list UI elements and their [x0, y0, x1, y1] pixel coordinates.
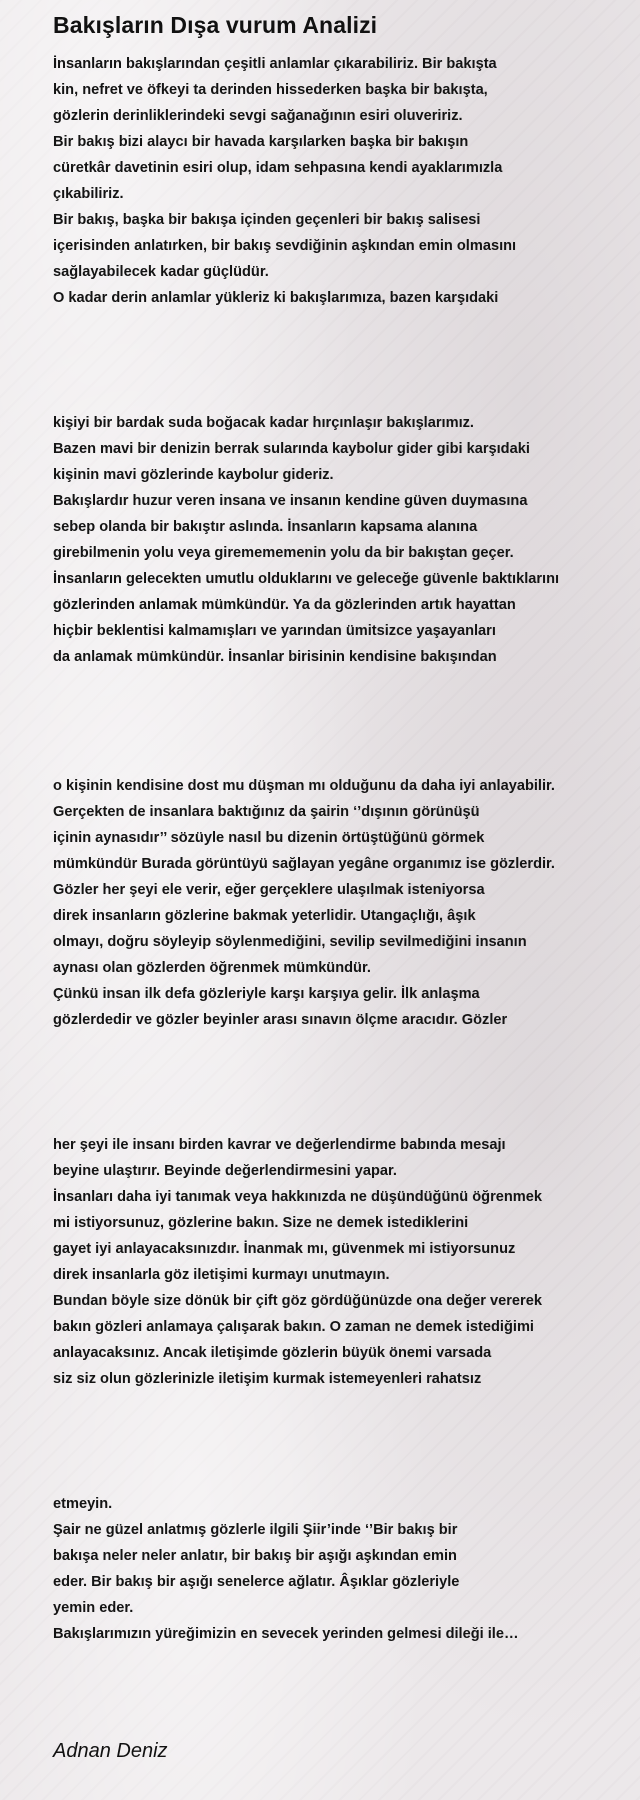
- text-line: çıkabiliriz.: [53, 186, 124, 202]
- paragraph-4: [53, 1132, 633, 1392]
- text-line: aynası olan gözlerden öğrenmek mümkündür.: [53, 960, 371, 976]
- text-line: kişiyi bir bardak suda boğacak kadar hırçınlaşır bakışlarımız.: [53, 415, 474, 431]
- text-line: sağlayabilecek kadar güçlüdür.: [53, 264, 269, 280]
- text-line: kin, nefret ve öfkeyi ta derinden hissederken başka bir bakışta,: [53, 82, 488, 98]
- text-line: Bir bakış, başka bir bakışa içinden geçenleri bir bakış salisesi: [53, 212, 481, 228]
- text-line: olmayı, doğru söyleyip söylenmediğini, sevilip sevilmediğini insanın: [53, 934, 527, 950]
- text-line: gayet iyi anlayacaksınızdır. İnanmak mı, güvenmek mi istiyorsunuz: [53, 1241, 516, 1257]
- text-line: bakın gözleri anlamaya çalışarak bakın. O zaman ne demek istediğimi: [53, 1319, 534, 1335]
- text-line: girebilmenin yolu veya giremememenin yolu da bir bakıştan geçer.: [53, 545, 514, 561]
- text-line: cüretkâr davetinin esiri olup, idam sehpasına kendi ayaklarımızla: [53, 160, 503, 176]
- text-line: içerisinden anlatırken, bir bakış sevdiğinin aşkından emin olmasını: [53, 238, 517, 254]
- text-line: direk insanlarla göz iletişimi kurmayı unutmayın.: [53, 1267, 390, 1283]
- text-line: direk insanların gözlerine bakmak yeterlidir. Utangaçlığı, âşık: [53, 908, 476, 924]
- text-line: mümkündür Burada görüntüyü sağlayan yegâne organımız ise gözlerdir.: [53, 856, 555, 872]
- text-line: kişinin mavi gözlerinde kaybolur gideriz.: [53, 467, 334, 483]
- text-line: Gözler her şeyi ele verir, eğer gerçeklere ulaşılmak isteniyorsa: [53, 882, 485, 898]
- text-line: Gerçekten de insanlara baktığınız da şairin ‘’dışının görünüşü: [53, 804, 480, 820]
- text-line: Bundan böyle size dönük bir çift göz gördüğünüzde ona değer vererek: [53, 1293, 542, 1309]
- text-line: gözlerinden anlamak mümkündür. Ya da gözlerinden artık hayattan: [53, 597, 516, 613]
- text-line: gözlerdedir ve gözler beyinler arası sınavın ölçme aracıdır. Gözler: [53, 1012, 508, 1028]
- text-line: yemin eder.: [53, 1600, 134, 1616]
- text-line: her şeyi ile insanı birden kavrar ve değerlendirme babında mesajı: [53, 1137, 506, 1153]
- text-line: Çünkü insan ilk defa gözleriyle karşı karşıya gelir. İlk anlaşma: [53, 986, 480, 1002]
- text-line: gözlerin derinliklerindeki sevgi sağanağının esiri oluveririz.: [53, 108, 463, 124]
- text-line: beyine ulaştırır. Beyinde değerlendirmesini yapar.: [53, 1163, 397, 1179]
- text-line: İnsanların bakışlarından çeşitli anlamlar çıkarabiliriz. Bir bakışta: [53, 56, 497, 72]
- text-line: sebep olanda bir bakıştır aslında. İnsanların kapsama alanına: [53, 519, 478, 535]
- text-line: Bazen mavi bir denizin berrak sularında kaybolur gider gibi karşıdaki: [53, 441, 530, 457]
- author-signature: Adnan Deniz: [53, 1740, 168, 1762]
- text-line: anlayacaksınız. Ancak iletişimde gözlerin büyük önemi varsada: [53, 1345, 492, 1361]
- text-line: Bakışlardır huzur veren insana ve insanın kendine güven duymasına: [53, 493, 528, 509]
- text-line: eder. Bir bakış bir aşığı senelerce ağlatır. Âşıklar gözleriyle: [53, 1574, 460, 1590]
- paragraph-2: [53, 410, 633, 670]
- paragraph-1: [53, 51, 633, 311]
- text-line: bakışa neler neler anlatır, bir bakış bir aşığı aşkından emin: [53, 1548, 457, 1564]
- paragraph-5: [53, 1491, 633, 1647]
- text-line: Bakışlarımızın yüreğimizin en sevecek yerinden gelmesi dileği ile…: [53, 1626, 519, 1642]
- text-line: O kadar derin anlamlar yükleriz ki bakışlarımıza, bazen karşıdaki: [53, 290, 499, 306]
- text-line: içinin aynasıdır’’ sözüyle nasıl bu dizenin örtüştüğünü görmek: [53, 830, 485, 846]
- paragraph-3: [53, 773, 633, 1033]
- text-line: Bir bakış bizi alaycı bir havada karşılarken başka bir bakışın: [53, 134, 469, 150]
- text-line: İnsanların gelecekten umutlu olduklarını ve geleceğe güvenle baktıklarını: [53, 571, 560, 587]
- text-line: siz siz olun gözlerinizle iletişim kurmak istemeyenleri rahatsız: [53, 1371, 482, 1387]
- text-line: mi istiyorsunuz, gözlerine bakın. Size ne demek istediklerini: [53, 1215, 469, 1231]
- text-line: o kişinin kendisine dost mu düşman mı olduğunu da daha iyi anlayabilir.: [53, 778, 555, 794]
- text-line: hiçbir beklentisi kalmamışları ve yarından ümitsizce yaşayanları: [53, 623, 496, 639]
- text-line: etmeyin.: [53, 1496, 113, 1512]
- text-line: Şair ne güzel anlatmış gözlerle ilgili Şiir’inde ‘’Bir bakış bir: [53, 1522, 458, 1538]
- page-title: Bakışların Dışa vurum Analizi: [53, 12, 378, 38]
- text-line: İnsanları daha iyi tanımak veya hakkınızda ne düşündüğünü öğrenmek: [53, 1189, 543, 1205]
- text-line: da anlamak mümkündür. İnsanlar birisinin kendisine bakışından: [53, 649, 497, 665]
